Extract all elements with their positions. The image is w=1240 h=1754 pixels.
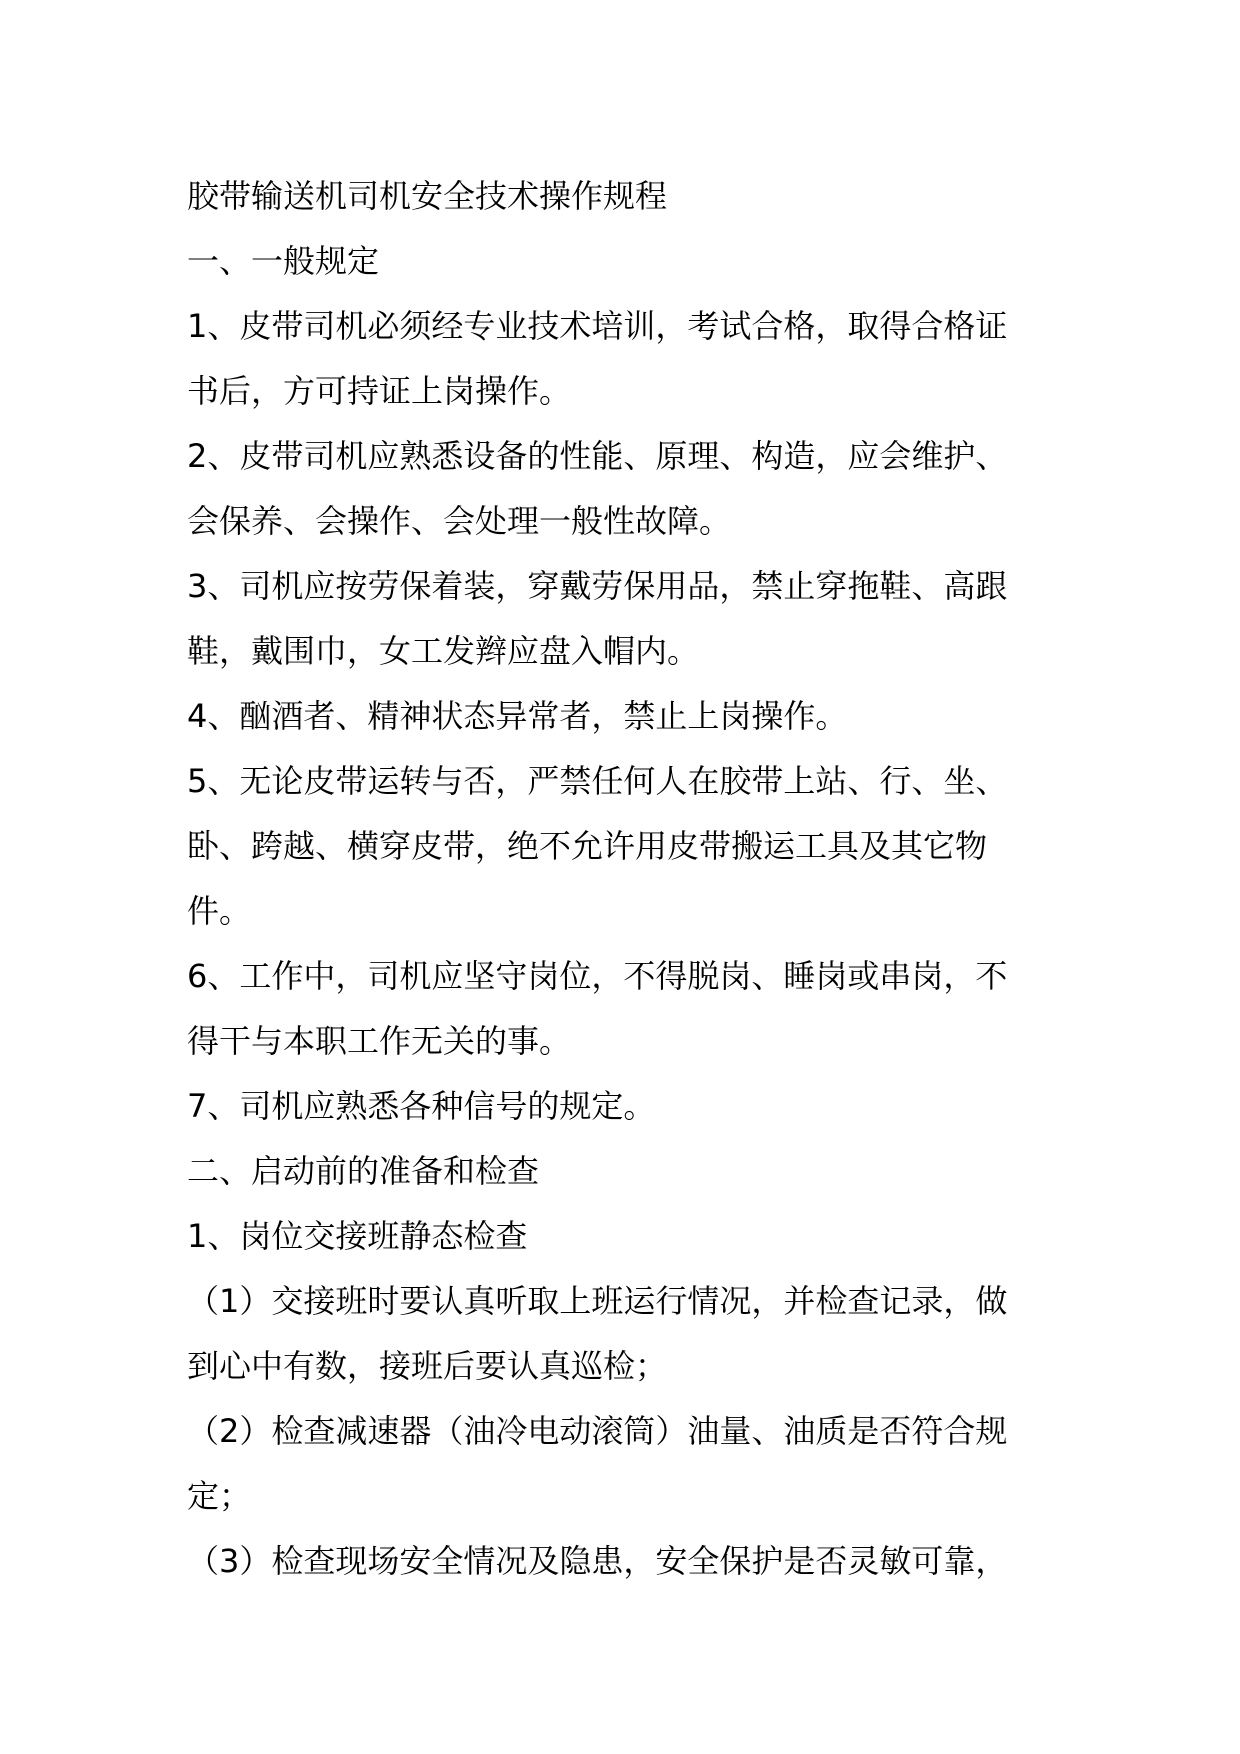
paragraph-line: 6、工作中，司机应坚守岗位，不得脱岗、睡岗或串岗，不 (187, 957, 1008, 995)
paragraph-line: （2）检查减速器（油冷电动滚筒）油量、油质是否符合规 (187, 1412, 1008, 1450)
paragraph-line: （1）交接班时要认真听取上班运行情况，并检查记录，做 (187, 1282, 1008, 1320)
paragraph-line: 到心中有数，接班后要认真巡检； (187, 1347, 668, 1385)
paragraph-line: 3、司机应按劳保着装，穿戴劳保用品，禁止穿拖鞋、高跟 (187, 567, 1008, 605)
paragraph-line: 4、酗酒者、精神状态异常者，禁止上岗操作。 (187, 697, 848, 735)
paragraph-line: 1、皮带司机必须经专业技术培训，考试合格，取得合格证 (187, 307, 1008, 345)
paragraph-line: 书后，方可持证上岗操作。 (187, 372, 572, 410)
paragraph-line: 件。 (187, 892, 252, 930)
paragraph-line: 2、皮带司机应熟悉设备的性能、原理、构造，应会维护、 (187, 437, 1008, 475)
paragraph-line: 定； (187, 1477, 252, 1515)
document-body (187, 164, 1057, 1594)
section-heading: 一、一般规定 (187, 242, 380, 280)
paragraph-line: 得干与本职工作无关的事。 (187, 1022, 572, 1060)
paragraph-line: 1、岗位交接班静态检查 (187, 1217, 528, 1255)
paragraph-line: （3）检查现场安全情况及隐患，安全保护是否灵敏可靠， (187, 1542, 1008, 1580)
section-heading: 二、启动前的准备和检查 (187, 1152, 540, 1190)
paragraph-line: 鞋，戴围巾，女工发辫应盘入帽内。 (187, 632, 700, 670)
paragraph-line: 会保养、会操作、会处理一般性故障。 (187, 502, 732, 540)
paragraph-line: 5、无论皮带运转与否，严禁任何人在胶带上站、行、坐、 (187, 762, 1008, 800)
paragraph-line: 卧、跨越、横穿皮带，绝不允许用皮带搬运工具及其它物 (187, 827, 988, 865)
paragraph-line: 7、司机应熟悉各种信号的规定。 (187, 1087, 656, 1125)
document-title: 胶带输送机司机安全技术操作规程 (187, 177, 668, 215)
